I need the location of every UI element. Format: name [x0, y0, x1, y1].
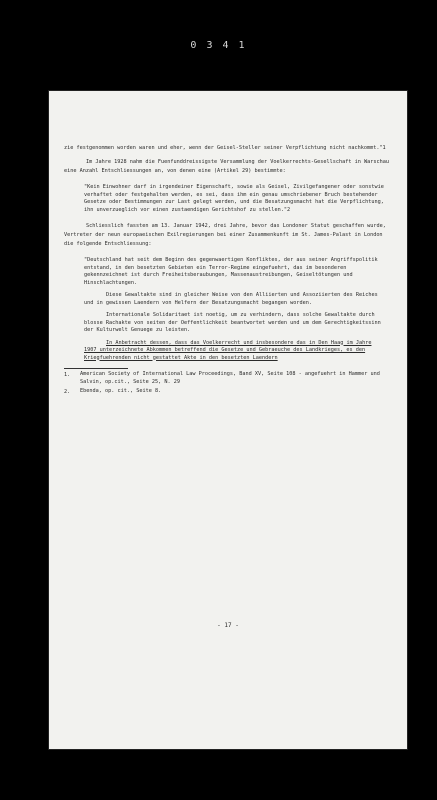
- microfilm-frame-number: 0 3 4 1: [190, 40, 247, 51]
- paragraph-st-james: Schliesslich fassten am 13. Januar 1942, drei Jahre, bevor das Londoner Statut geschaffen wurde, Vertreter der neun europaeischen Exilregierungen bei einer Zusammenkunft im St. James-Palast in London die folgende Entschliessung:: [64, 223, 386, 247]
- quote-anbetracht: In Anbetracht dessen, dass das Voelkerrecht und insbesondere das in Den Haag im Jahre 1907 unterzeichnete Abkommen betreffend die Gesetze und Gebraeuche des Landkrieges, es den Kriegfuehrenden nicht gestattet Akte in den besetzten Laendern: [84, 339, 372, 361]
- footnote-2: [64, 388, 394, 397]
- paragraph-warsaw-resolution: Im Jahre 1928 nahm die Fuenfunddreissigste Versammlung der Voelkerrechts-Gesellschaft in Warschau eine Anzahl Entschliessungen an, von denen eine (Artikel 29) bestimmte:: [64, 159, 389, 174]
- footnote-1-number: 1.: [64, 372, 71, 378]
- quote-solidaritaet: Internationale Solidaritaet ist noetig, um zu verhindern, dass solche Gewaltakte durch blosse Rachakte von seiten der Oeffentlichkeit beantwortet werden und um dem Gerechtigkeitssinn der Kulturwelt Genuege zu leisten.: [84, 312, 381, 333]
- quote-gewaltakte: Diese Gewaltakte sind in gleicher Weise von den Alliierten und Assoziierten des Reiches und in gewissen Laendern von Helfern der Besatzungsmacht begangen worden.: [84, 292, 378, 306]
- page-number: - 17 -: [217, 622, 239, 629]
- document-body: [64, 144, 394, 397]
- document-page: [48, 90, 408, 750]
- footnote-2-text: Ebenda, op. cit., Seite 8.: [80, 388, 162, 394]
- footnote-2-number: 2.: [64, 389, 71, 395]
- footnote-separator: [64, 368, 128, 369]
- paragraph-continuation: zie festgenommen worden waren und eher, wenn der Geisel-Steller seiner Verpflichtung nicht nachkommt."1: [64, 145, 386, 151]
- quote-terror-regime: "Deutschland hat seit dem Beginn des gegenwaertigen Konfliktes, der aus seiner Angriffspolitik entstand, in den besetzten Gebieten ein Terror-Regime eingefuehrt, das im besonderen gekennzeichnet ist durch Freiheitsberaubungen, Massenaustreibungen, Geiseltötungen und Hinschlachtungen.: [84, 257, 378, 286]
- quote-article-29: "Kein Einwohner darf in irgendeiner Eigenschaft, sowie als Geisel, Zivilgefangener oder sonstwie verhaftet oder festgehalten werden, es sei, dass ihm ein genau umschriebener Bruch bestehender Gesetze oder Bestimmungen zur Last gelegt werden, und die Besatzungsmacht hat die Verpflichtung, ihn unverzueglich vor einen zustaendigen Gerichtshof zu stellen."2: [84, 184, 384, 213]
- footnote-1-text: American Society of International Law Proceedings, Band XV, Seite 108 - angefuehrt in Hammer und Salvin, op.cit., Seite 25, N. 29: [80, 371, 380, 385]
- footnote-1: [64, 371, 394, 386]
